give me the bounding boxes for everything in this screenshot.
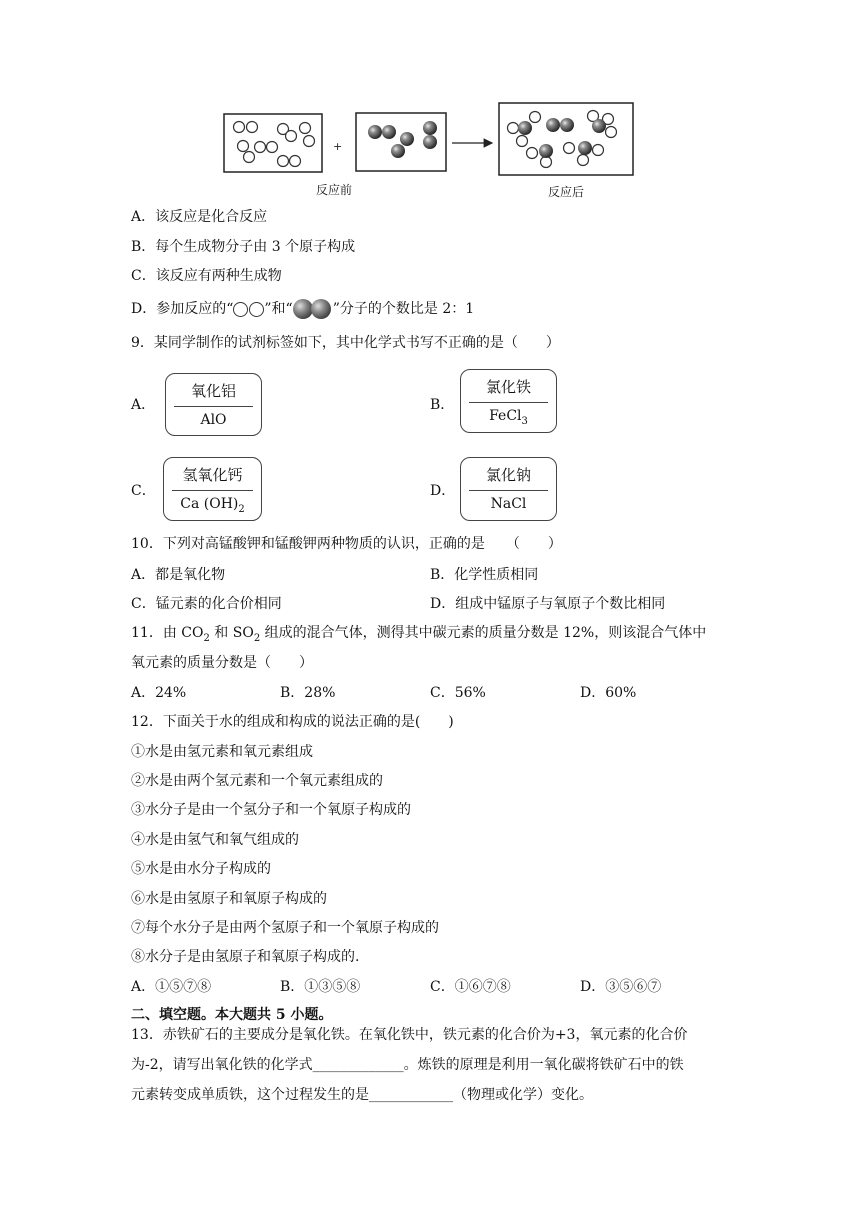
q8-option-d [131, 299, 474, 319]
q12-option-d: D．③⑤⑥⑦ [580, 979, 662, 995]
q12-stem: 12．下面关于水的组成和构成的说法正确的是( ) [131, 714, 454, 730]
q9-option-c-letter: C． [131, 483, 156, 499]
q9-option-b-letter: B． [430, 397, 455, 413]
hydrogen-molecule-icon [233, 301, 264, 317]
q13-line-1: 13．赤铁矿石的主要成分是氧化铁。在氧化铁中，铁元素的化合价为+3，氧元素的化合价 [131, 1027, 688, 1043]
reagent-formula: FeCl$_3$ [489, 408, 528, 427]
q8-option-b: B．每个生成物分子由 3 个原子构成 [131, 239, 356, 255]
q10-stem: 10．下列对高锰酸钾和锰酸钾两种物质的认识，正确的是 （ ） [131, 536, 562, 552]
q12-statement-7: ⑦每个水分子是由两个氢原子和一个氧原子构成的 [131, 920, 439, 936]
q10-option-d: D．组成中锰原子与氧原子个数比相同 [430, 596, 666, 612]
molecule-diagram [0, 0, 860, 200]
label-divider [174, 406, 253, 407]
q9-stem: 9．某同学制作的试剂标签如下，其中化学式书写不正确的是（ ） [131, 335, 560, 351]
plus-sign: + [333, 140, 343, 153]
q13-line-3: 元素转变成单质铁，这个过程发生的是____________（物理或化学）变化。 [131, 1087, 593, 1103]
q8-d-middle: ”和“ [264, 301, 293, 317]
q12-statement-8: ⑧水分子是由氢原子和氧原子构成的. [131, 949, 360, 965]
after-label: 反应后 [548, 185, 585, 199]
q12-statement-1: ①水是由氢元素和氧元素组成 [131, 744, 313, 760]
q10-option-c: C．锰元素的化合价相同 [131, 596, 282, 612]
reagent-label-a [165, 373, 262, 436]
q12-statement-4: ④水是由氢气和氧气组成的 [131, 832, 299, 848]
label-divider [172, 490, 253, 491]
q11-option-b: B．28% [280, 685, 336, 701]
q12-statement-3: ③水分子是由一个氢分子和一个氧原子构成的 [131, 802, 411, 818]
q9-option-d-letter: D． [430, 483, 456, 499]
q11-option-d: D．60% [580, 685, 637, 701]
q12-statement-5: ⑤水是由水分子构成的 [131, 861, 271, 877]
reagent-name: 氢氧化钙 [182, 466, 243, 484]
reagent-name: 氧化铝 [190, 382, 236, 400]
before-label: 反应前 [316, 183, 353, 197]
oxygen-molecule-icon [293, 299, 333, 319]
q8-option-a: A．该反应是化合反应 [131, 209, 268, 225]
q11-option-a: A．24% [131, 685, 187, 701]
reagent-formula: Ca $(OH)_2$ [180, 496, 245, 515]
reagent-label-b [460, 369, 557, 433]
q11-option-c: C．56% [430, 685, 486, 701]
reagent-formula: NaCl [490, 496, 527, 512]
section-heading: 二、填空题。本大题共 5 小题。 [131, 1007, 333, 1023]
reagent-formula: AlO [200, 412, 227, 428]
q13-line-2: 为-2，请写出氧化铁的化学式_____________。炼铁的原理是利用一氧化碳将铁矿石中的铁 [131, 1057, 684, 1073]
q8-option-c: C．该反应有两种生成物 [131, 268, 282, 284]
reagent-name: 氯化钠 [485, 466, 531, 484]
reagent-label-d [460, 457, 557, 521]
reagent-label-c [163, 457, 262, 521]
q12-option-b: B．①③⑤⑧ [280, 979, 361, 995]
q8-d-suffix: ”分子的个数比是 2：1 [332, 301, 475, 317]
q11-stem: 11．由 $CO_2$ 和 $SO_2$ 组成的混合气体，测得其中碳元素的质量分数是 12%，则该混合气体中 [131, 625, 707, 644]
label-divider [469, 490, 548, 491]
q8-d-prefix: D．参加反应的“ [131, 301, 234, 317]
q12-statement-6: ⑥水是由氢原子和氧原子构成的 [131, 891, 327, 907]
q12-option-c: C．①⑥⑦⑧ [430, 979, 511, 995]
q12-option-a: A．①⑤⑦⑧ [131, 979, 212, 995]
q10-option-a: A．都是氧化物 [131, 567, 226, 583]
q12-statement-2: ②水是由两个氢元素和一个氧元素组成的 [131, 773, 383, 789]
q9-option-a-letter: A． [131, 397, 156, 413]
q10-option-b: B．化学性质相同 [430, 567, 539, 583]
q11-stem-line2: 氧元素的质量分数是（ ） [131, 655, 313, 671]
reagent-name: 氯化铁 [485, 378, 531, 396]
label-divider [469, 402, 548, 403]
